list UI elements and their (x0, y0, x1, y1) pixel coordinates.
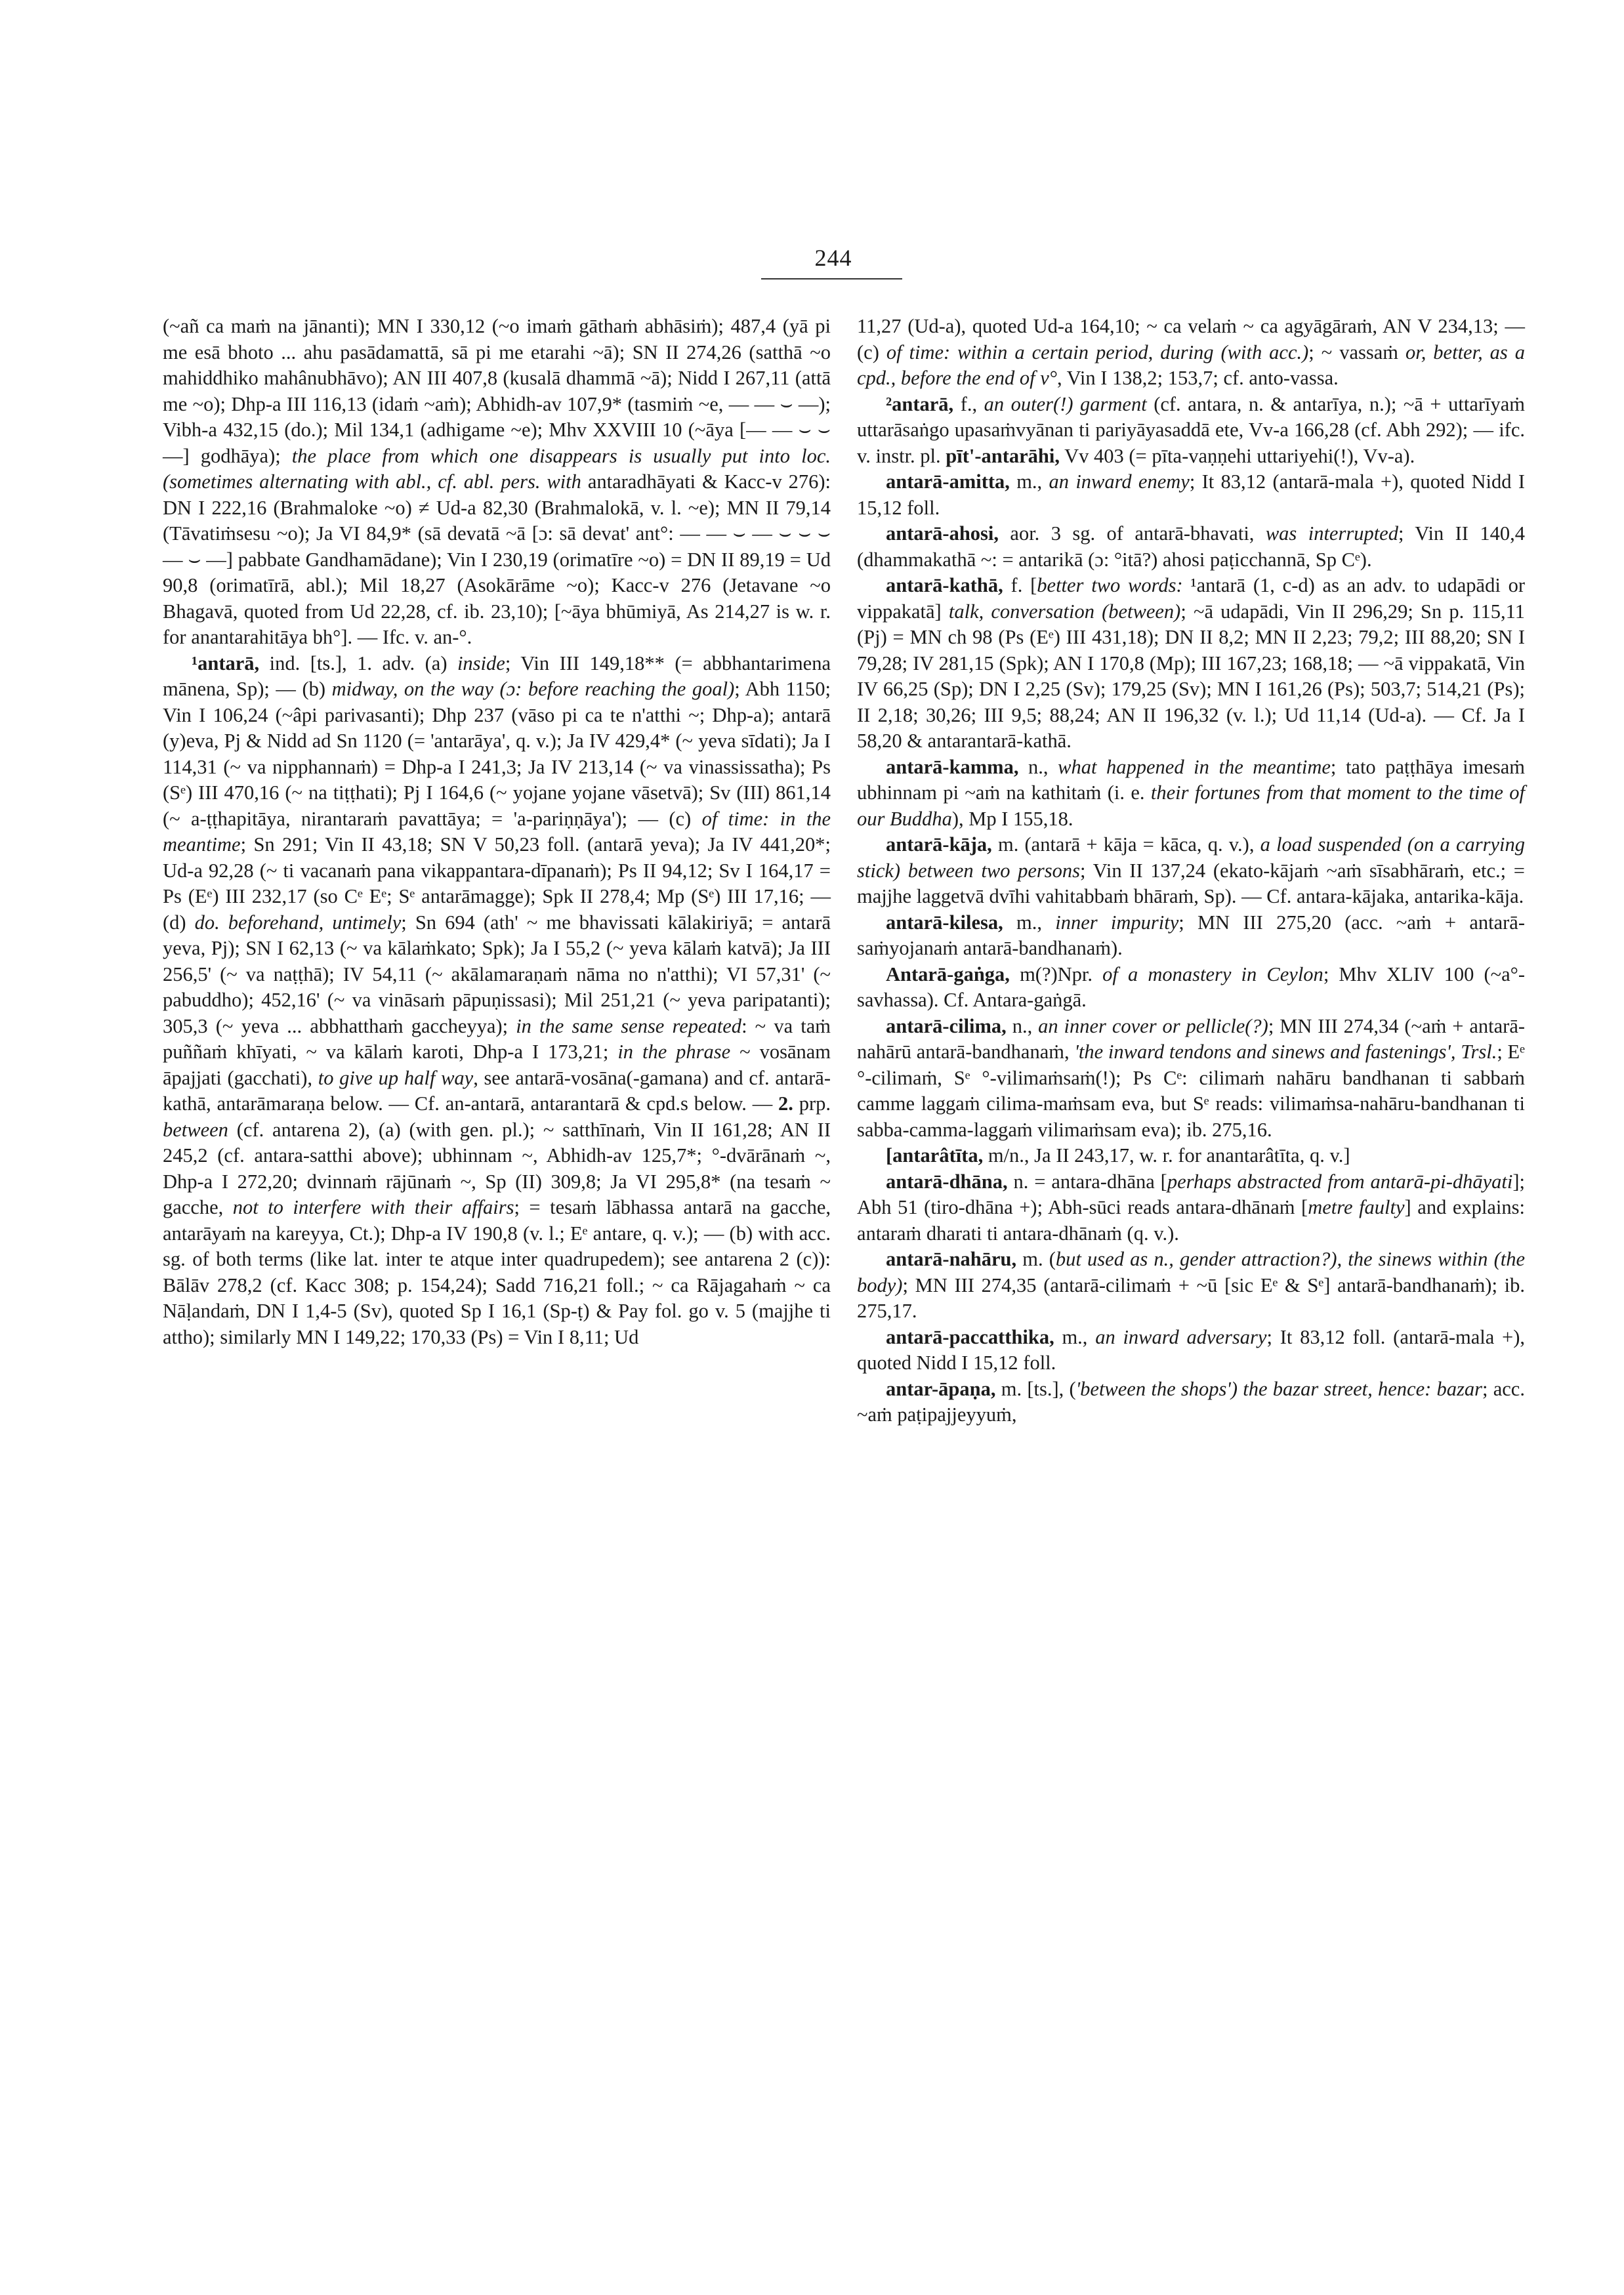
entry-text: ~ vosānam āpajjati (gacchati), (163, 1041, 831, 1089)
entry-continuation (163, 314, 831, 651)
dictionary-entry (857, 962, 1525, 1014)
headword: antarā-dhāna, (886, 1170, 1008, 1193)
right-column (857, 314, 1525, 1428)
headword: [antarâtīta, (886, 1144, 984, 1167)
definition-text: of time: within a certain period, during (with acc.) (886, 341, 1309, 363)
dictionary-entry (857, 1376, 1525, 1428)
headword: antarā-kāja, (886, 833, 992, 856)
definition-text: not to interfere with their affairs (232, 1196, 514, 1218)
dictionary-entry (857, 910, 1525, 962)
definition-text: inner impurity (1055, 911, 1179, 934)
entry-text: ¹antarā (1, c-d) as an adv. to udapādi or vippakatā] (857, 574, 1525, 623)
entry-text: ; It 83,12 (antarā-mala +), quoted Nidd I 15,12 foll. (857, 470, 1525, 519)
definition-text: metre faulty (1308, 1196, 1405, 1218)
headword: antarā-amitta, (886, 470, 1010, 493)
entry-text: m(?)Npr. (1009, 962, 1103, 985)
entry-text: (~añ ca maṁ na jānanti); MN I 330,12 (~o imaṁ gāthaṁ abhāsiṁ); 487,4 (yā pi me esā bhoto ... ahu pasādamattā, sā pi me etarahi ~ā); SN II 274,26 (satthā ~o mahiddhiko mahânubhāvo); AN III 407,8 (kusalā dhammā ~ā); Nidd I 267,11 (attā me ~o); Dhp-a III 116,13 (idaṁ ~aṁ); Abhidh-av 107,9* (tasmiṁ ~e, — — ⌣ —); Vibh-a 432,15 (do.); Mil 134,1 (adhigame ~e); Mhv XXVIII 10 (~āya [— — ⌣ ⌣ —] godhāya); (163, 315, 831, 467)
entry-text: m., (1003, 911, 1056, 934)
definition-text: in the same sense repeated (516, 1014, 742, 1037)
headword: pīt'-antarāhi, (946, 444, 1060, 467)
entry-text: ; acc. ~aṁ paṭipajjeyyuṁ, (857, 1377, 1525, 1426)
headword: antarā-kathā, (886, 574, 1003, 596)
definition-text: talk, conversation (between) (948, 600, 1181, 623)
entry-text: m. ( (1016, 1248, 1056, 1270)
headword: ²antarā, (886, 392, 954, 415)
entry-text: ; MN III 274,34 (~aṁ + antarā-nahārū antarā-bandhanaṁ, (857, 1014, 1526, 1063)
entry-text: antaradhāyati & Kacc-v 276): DN I 222,16 (Brahmaloke ~o) ≠ Ud-a 82,30 (Brahmalokā, v. l. ~e); MN II 79,14 (Tāvatiṁsesu ~o); Ja VI 84,9* (sā devatā ~ā [ɔ: sā devat' ant°: — — ⌣ — ⌣ ⌣ ⌣ — ⌣ —] pabbate Gandhamādane); Vin I 230,19 (orimatīre ~o) = DN II 89,19 = Ud 90,8 (orimatīrā, abl.); Mil 18,27 (Asokārāme ~o); Kacc-v 276 (Jetavane ~o Bhagavā, quoted from Ud 22,28, cf. ib. 23,10); [~āya bhūmiyā, As 214,27 is w. r. for anantarahitāya bh°]. — Ifc. v. an-°. (163, 470, 831, 648)
headword: 2. (778, 1092, 793, 1115)
definition-text: an inner cover or pellicle(?) (1038, 1014, 1268, 1037)
entry-text: (cf. antara, n. & antarīya, n.); ~ā + uttarīyaṁ uttarāsaṅgo upasaṁvyānan ti pariyāyasaddā ete, Vv-a 166,28 (cf. Abh 292); — ifc. v. instr. pl. (857, 392, 1525, 467)
definition-text: was interrupted (1265, 522, 1398, 545)
headword: antarā-paccatthika, (886, 1325, 1054, 1348)
entry-text: f. [ (1003, 574, 1037, 596)
entry-text: , see antarā-vosāna(-gamana) and cf. antarā-kathā, antarāmaraṇa below. — Cf. an-antarā, antarantarā & cpd.s below. — (163, 1066, 831, 1115)
headword: Antarā-gaṅga, (886, 962, 1010, 985)
entry-text: ; MN III 275,20 (acc. ~aṁ + antarā-saṁyojanaṁ antarā-bandhanaṁ). (857, 911, 1525, 959)
entry-text: ; Vin II 137,24 (ekato-kājaṁ ~aṁ sīsabhāraṁ, etc.; = majjhe laggetvā dvīhi vahitabbaṁ bhāraṁ, Sp). — Cf. antara-kājaka, antarika-kāja. (857, 859, 1525, 907)
left-column (163, 314, 831, 1350)
entry-text: m. [ts.], ( (995, 1377, 1076, 1400)
definition-text: of a monastery in Ceylon (1102, 962, 1323, 985)
entry-text: m., (1009, 470, 1049, 493)
entry-text: ; It 83,12 foll. (antarā-mala +), quoted Nidd I 15,12 foll. (857, 1325, 1525, 1374)
headword: ¹antarā, (192, 651, 260, 674)
dictionary-entry (857, 1169, 1525, 1247)
headword: antarā-kilesa, (886, 911, 1003, 934)
definition-text: midway, on the way (ɔ: before reaching the goal) (331, 678, 735, 700)
entry-text: ]; Abh 51 (tiro-dhāna +); Abh-sūci reads antara-dhānaṁ [ (857, 1170, 1525, 1218)
definition-text: a load suspended (on a carrying stick) between two persons (857, 833, 1525, 882)
dictionary-entry (857, 832, 1525, 910)
definition-text: 'between the shops') the bazar street, hence: bazar (1075, 1377, 1483, 1400)
definition-text: better two words: (1037, 574, 1183, 596)
definition-text: or, better, as a cpd., before the end of v° (857, 341, 1525, 389)
entry-text: ), Mp I 155,18. (951, 807, 1073, 830)
definition-text: in the phrase (617, 1041, 731, 1063)
entry-text: ; Mhv XLIV 100 (~a°-savhassa). Cf. Antara-gaṅgā. (857, 962, 1525, 1011)
entry-text: n. = antara-dhāna [ (1007, 1170, 1167, 1193)
definition-text: but used as n., gender attraction?), the sinews within (the body) (857, 1248, 1525, 1296)
entry-text: f., (953, 392, 984, 415)
entry-text: prp. (793, 1092, 831, 1115)
definition-text: the place from which one disappears is usually put into loc. (sometimes alternating with abl., cf. abl. pers. with (163, 444, 831, 493)
entry-text: ; Vin III 149,18** (= abbhantarimena mānena, Sp); — (b) (163, 651, 831, 700)
entry-text: n., (1018, 755, 1058, 778)
definition-text: what happened in the meantime (1058, 755, 1331, 778)
entry-text: ; Vin II 140,4 (dhammakathā ~: = antarikā (ɔ: °itā?) ahosi paṭicchannā, Sp Cᵉ). (857, 522, 1525, 571)
entry-text: ; ~ vassaṁ (1308, 341, 1405, 363)
definition-text: perhaps abstracted from antarā-pi-dhāyati (1167, 1170, 1513, 1193)
entry-text: m/n., Ja II 243,17, w. r. for anantarâtīta, q. v.] (983, 1144, 1350, 1167)
definition-text: an inward enemy (1049, 470, 1190, 493)
dictionary-entry (857, 521, 1525, 573)
definition-text: inside (457, 651, 505, 674)
entry-text: Vv 403 (= pīta-vaṇṇehi uttariyehi(!), Vv-a). (1060, 444, 1415, 467)
definition-text: do. beforehand, untimely (194, 911, 402, 934)
definition-text: an outer(!) garment (984, 392, 1147, 415)
entry-text: ; MN III 274,35 (antarā-cilimaṁ + ~ū [sic Eᵉ & Sᵉ] antarā-bandhanaṁ); ib. 275,17. (857, 1273, 1525, 1322)
dictionary-entry (857, 1325, 1525, 1376)
entry-text: ; ~ā udapādi, Vin II 296,29; Sn p. 115,11 (Pj) = MN ch 98 (Ps (Eᵉ) III 431,18); DN II 8,2; MN II 2,23; 79,2; III 88,20; SN I 79,28; IV 281,15 (Spk); AN I 170,8 (Mp); III 167,23; 168,18; — ~ā vippakatā, Vin IV 66,25 (Sp); DN I 2,25 (Sv); 179,25 (Sv); MN I 161,26 (Ps); 503,7; 514,21 (Ps); II 2,18; 30,26; III 9,5; 88,24; AN II 196,32 (v. l.); Ud 11,14 (Ud-a). — Cf. Ja I 58,20 & antarantarā-kathā. (857, 600, 1525, 752)
entry-text: ] and explains: antaraṁ dharati ti antara-dhānaṁ (q. v.). (857, 1196, 1526, 1245)
headword: antarā-nahāru, (886, 1248, 1017, 1270)
definition-text: their fortunes from that moment to the time of our Buddha (857, 781, 1525, 830)
headword: antarā-cilima, (886, 1014, 1007, 1037)
definition-text: 'the inward tendons and sinews and fastenings', Trsl. (1074, 1041, 1497, 1063)
entry-text: ; Abh 1150; Vin I 106,24 (~âpi parivasanti); Dhp 237 (vāso pi ca te n'atthi ~; Dhp-a); antarā (y)eva, Pj & Nidd ad Sn 1120 (= 'antarāya', q. v.); Ja IV 429,4* (~ yeva sīdati); Ja I 114,31 (~ va nipphannaṁ) = Dhp-a I 241,3; Ja IV 213,14 (~ va vinassissatha); Ps (Sᵉ) III 470,16 (~ na tiṭṭhati); Pj I 164,6 (~ yojane yojane vāsetvā); Sv (III) 861,14 (~ a-ṭṭhapitāya, nirantaraṁ pavattāya; = 'a-pariṇṇāya'); — (c) (163, 678, 831, 830)
headword: antarā-ahosi, (886, 522, 999, 545)
entry-text: n., (1006, 1014, 1039, 1037)
dictionary-entry (857, 392, 1525, 470)
entry-text: ind. [ts.], 1. adv. (a) (259, 651, 457, 674)
dictionary-entry (857, 755, 1525, 833)
dictionary-entry (163, 651, 831, 1351)
definition-text: of time: in the meantime (163, 807, 831, 856)
dictionary-entry (857, 1247, 1525, 1325)
entry-text: ; = tesaṁ lābhassa antarā na gacche, antarāyaṁ na kareyya, Ct.); Dhp-a IV 190,8 (v. l.; Eᵉ antare, q. v.); — (b) with acc. sg. of both terms (like lat. inter te atque inter quadrupedem); see antarena 2 (c)): Bālāv 278,2 (cf. Kacc 308; p. 154,24); Sadd 716,21 foll.; ~ ca Rājagahaṁ ~ ca Nāḷandaṁ, DN I 1,4-5 (Sv), quoted Sp I 16,1 (Sp-ṭ) & Pay fol. go v. 5 (majjhe ti attho); similarly MN I 149,22; 170,33 (Ps) = Vin I 8,11; Ud (163, 1196, 831, 1348)
dictionary-entry (857, 469, 1525, 521)
definition-text: to give up half way (318, 1066, 474, 1089)
definition-text: an inward adversary (1095, 1325, 1267, 1348)
entry-text: (cf. antarena 2), (a) (with gen. pl.); ~ satthīnaṁ, Vin II 161,28; AN II 245,2 (cf. antara-satthi above); ubhinnam ~, Abhidh-av 125,7*; °-dvārānaṁ ~, Dhp-a I 272,20; dvinnaṁ rājūnaṁ ~, Sp (II) 309,8; Ja VI 295,8* (na tesaṁ ~ gacche, (163, 1118, 831, 1218)
definition-text: between (163, 1118, 228, 1141)
page-number: 244 (814, 245, 852, 271)
entry-continuation (857, 314, 1525, 392)
headword: antar-āpaṇa, (886, 1377, 996, 1400)
entry-text: , Vin I 138,2; 153,7; cf. anto-vassa. (1056, 367, 1339, 389)
page-number-rule (761, 278, 902, 279)
entry-text: ; Sn 291; Vin II 43,18; SN V 50,23 foll. (antarā yeva); Ja IV 441,20*; Ud-a 92,28 (~ ti vacanaṁ pana vikappantara-dīpanaṁ); Ps II 94,12; Sv I 164,17 = Ps (Eᵉ) III 232,17 (so Cᵉ Eᵉ; Sᵉ antarāmagge); Spk II 278,4; Mp (Sᵉ) III 17,16; — (d) (163, 833, 831, 934)
dictionary-entry (857, 1143, 1525, 1169)
dictionary-entry (857, 1014, 1525, 1144)
entry-text: m. (antarā + kāja = kāca, q. v.), (991, 833, 1260, 856)
entry-text: ; tato paṭṭhāya imesaṁ ubhinnam pi ~aṁ na kathitaṁ (i. e. (857, 755, 1526, 804)
entry-text: : ~ va taṁ puññaṁ khīyati, ~ va kālaṁ karoti, Dhp-a I 173,21; (163, 1014, 831, 1063)
entry-text: m., (1054, 1325, 1096, 1348)
entry-text: 11,27 (Ud-a), quoted Ud-a 164,10; ~ ca velaṁ ~ ca agyāgāraṁ, AN V 234,13; — (c) (857, 315, 1525, 363)
headword: antarā-kamma, (886, 755, 1019, 778)
dictionary-entry (857, 573, 1525, 755)
entry-text: aor. 3 sg. of antarā-bhavati, (999, 522, 1266, 545)
entry-text: ; Sn 694 (ath' ~ me bhavissati kālakiriyā; = antarā yeva, Pj); SN I 62,13 (~ va kālaṁkato; Spk); Ja I 55,2 (~ yeva kālaṁ katvā); Ja III 256,5' (~ va naṭṭhā); IV 54,11 (~ akālamaraṇaṁ nāma no n'atthi); VI 57,31' (~ pabuddho); 452,16' (~ va vināsaṁ pāpuṇissasi); Mil 251,21 (~ yeva paripatanti); 305,3 (~ yeva ... abbhatthaṁ gaccheyya); (163, 911, 831, 1037)
entry-text: ; Eᵉ °-cilimaṁ, Sᵉ °-vilimaṁsaṁ(!); Ps Cᵉ: cilimaṁ nahāru bandhanan ti sabbaṁ camme laggaṁ cilima-maṁsam eva, but Sᵉ reads: vilimaṁsa-nahāru-bandhanan ti sabba-camma-laggaṁ vilimaṁsam eva); ib. 275,16. (857, 1041, 1525, 1141)
